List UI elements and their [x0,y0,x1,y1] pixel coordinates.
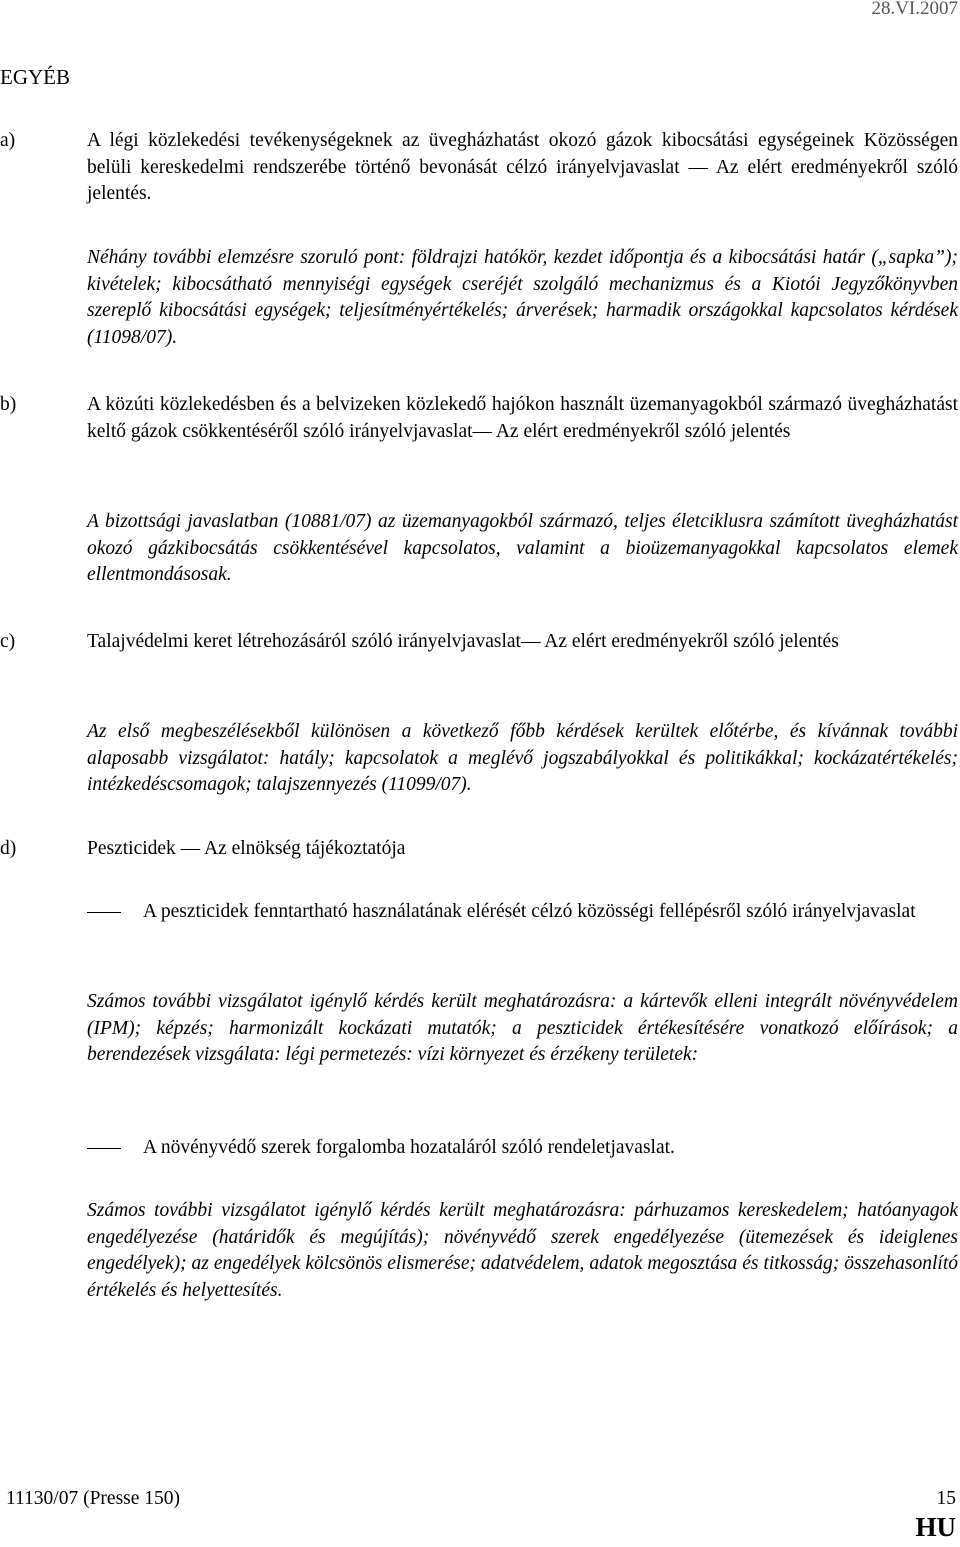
item-d-title: Peszticidek ― Az elnökség tájékoztatója [87,838,406,859]
document-date: 28.VI.2007 [871,0,958,19]
item-d-sub2: A növényvédő szerek forgalomba hozataláról szóló rendeletjavaslat. [143,1137,675,1158]
item-c-note: Az első megbeszélésekből különösen a következő főbb kérdések kerültek előtérbe, és kívánnak további alaposabb vizsgálatot: hatály; kapcsolatok a meglévő jogszabályokkal és politikákkal; kockázatértékelés; intézkedéscsomagok; talajszennyezés (11099/07). [87,721,958,795]
item-d-sub1: A peszticidek fenntartható használatának elérését célzó közösségi fellépésről szóló irányelvjavaslat [143,901,916,922]
item-a-note: Néhány további elemzésre szoruló pont: földrajzi hatókör, kezdet időpontja és a kibocsátási határ („sapka”); kivételek; kibocsátható mennyiségi egységek cseréjét szolgáló mechanizmus és a Kiotói Jegyzőkönyvben szereplő kibocsátási egységek; teljesítményértékelés; árverések; harmadik országokkal kapcsolatos kérdések (11098/07). [87,247,958,348]
language-code: HU [915,1512,956,1542]
item-a-label: a) [0,130,16,151]
dash-bullet [87,1135,121,1149]
dash-bullet [87,899,121,913]
item-d-note1: Számos további vizsgálatot igénylő kérdés került meghatározásra: a kártevők elleni integrált növényvédelem (IPM); képzés; harmonizált kockázati mutatók; a peszticidek értékesítésére vonatkozó előírások; a berendezések vizsgálata: légi permetezés: vízi környezet és érzékeny területek: [87,991,958,1065]
item-d-label: d) [0,838,17,859]
item-b-note: A bizottsági javaslatban (10881/07) az üzemanyagokból származó, teljes életciklusra számított üvegházhatást okozó gázkibocsátás csökkentésével kapcsolatos, valamint a bioüzemanyagokkal kapcsolatos elemek ellentmondásosak. [87,511,958,585]
page-number: 15 [936,1488,956,1509]
item-c-title: Talajvédelmi keret létrehozásáról szóló irányelvjavaslat― Az elért eredményekről szóló jelentés [87,631,839,652]
footer-reference: 11130/07 (Presse 150) [6,1488,181,1509]
section-title: EGYÉB [0,65,70,89]
item-d-note2: Számos további vizsgálatot igénylő kérdés került meghatározásra: párhuzamos kereskedelem; hatóanyagok engedélyezése (határidők és megújítás); növényvédő szerek engedélyezése (ütemezések és ideiglenes engedélyek); az engedélyek kölcsönös elismerése; adatvédelem, adatok megosztása és titkosság; összehasonlító értékelés és helyettesítés. [87,1200,958,1301]
item-c-label: c) [0,631,16,652]
item-b-label: b) [0,394,17,415]
item-b-title: A közúti közlekedésben és a belvizeken közlekedő hajókon használt üzemanyagokból származó üvegházhatást keltő gázok csökkentéséről szóló irányelvjavaslat― Az elért eredményekről szóló jelentés [87,394,958,442]
item-a-title: A légi közlekedési tevékenységeknek az üvegházhatást okozó gázok kibocsátási egységeinek Közösségen belüli kereskedelmi rendszerébe történő bevonását célzó irányelvjavaslat ― Az elért eredményekről szóló jelentés. [87,130,958,204]
